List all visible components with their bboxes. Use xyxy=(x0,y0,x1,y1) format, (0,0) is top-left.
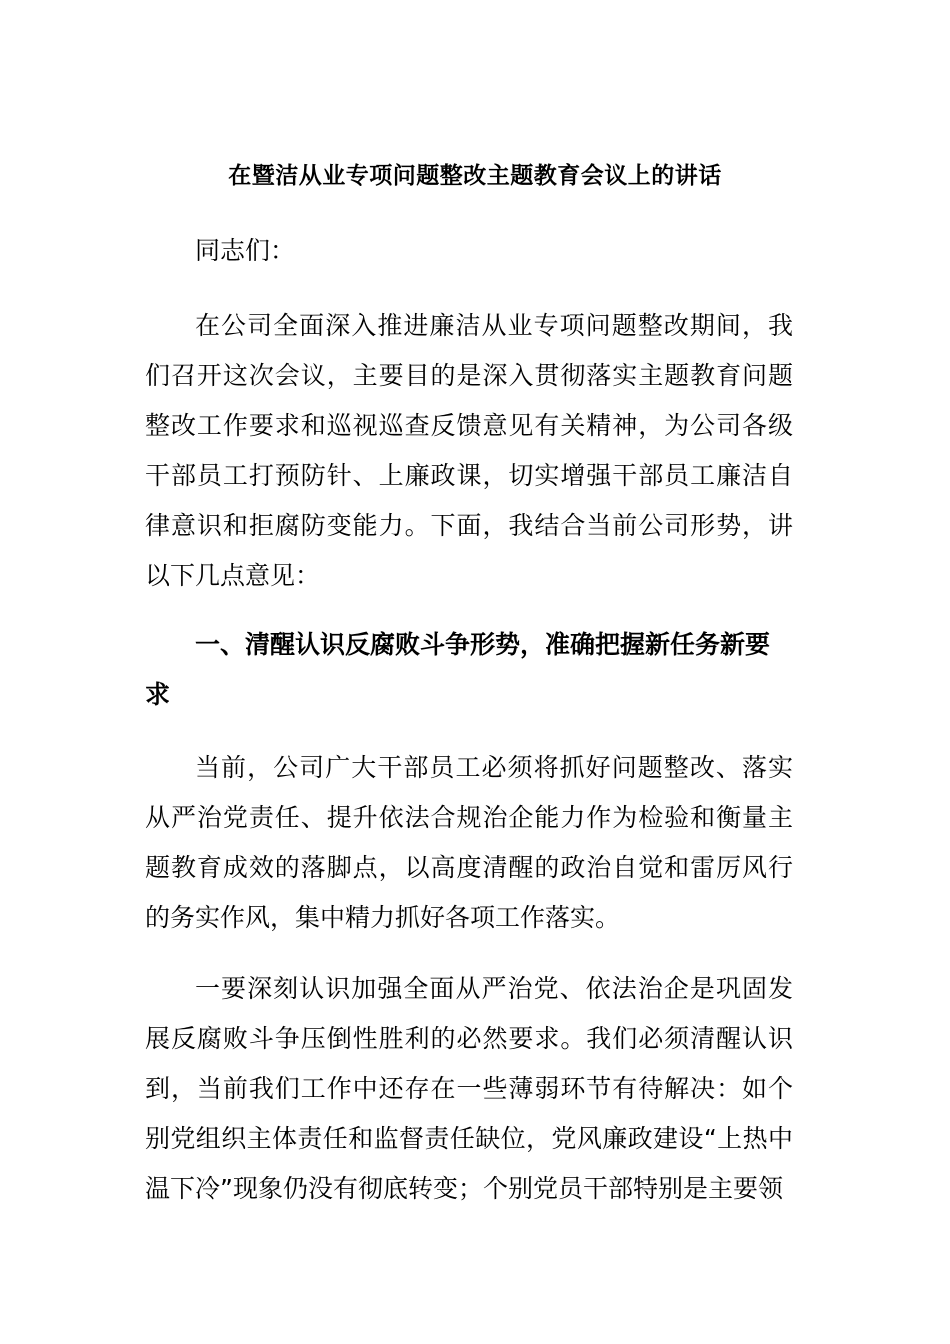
paragraph-intro: 在公司全面深入推进廉洁从业专项问题整改期间，我们召开这次会议，主要目的是深入贯彻落实主题教育问题整改工作要求和巡视巡查反馈意见有关精神，为公司各级干部员工打预防针、上廉政课，切实增强干部员工廉洁自律意识和拒腐防变能力。下面，我结合当前公司形势，讲以下几点意见： xyxy=(145,311,793,590)
paragraph-point-one: 一要深刻认识加强全面从严治党、依法治企是巩固发展反腐败斗争压倒性胜利的必然要求。我们必须清醒认识到，当前我们工作中还存在一些薄弱环节有待解决：如个别党组织主体责任和监督责任缺位，党风廉政建设“上热中温下冷”现象仍没有彻底转变；个别党员干部特别是主要领 xyxy=(145,974,793,1203)
section-heading-1: 一、清醒认识反腐败斗争形势，准确把握新任务新要求 xyxy=(145,630,771,709)
salutation: 同志们： xyxy=(195,236,296,265)
document-title: 在暨洁从业专项问题整改主题教育会议上的讲话 xyxy=(228,163,722,189)
paragraph-current-situation: 当前，公司广大干部员工必须将抓好问题整改、落实从严治党责任、提升依法合规治企能力作为检验和衡量主题教育成效的落脚点，以高度清醒的政治自觉和雷厉风行的务实作风，集中精力抓好各项工作落实。 xyxy=(145,753,793,932)
